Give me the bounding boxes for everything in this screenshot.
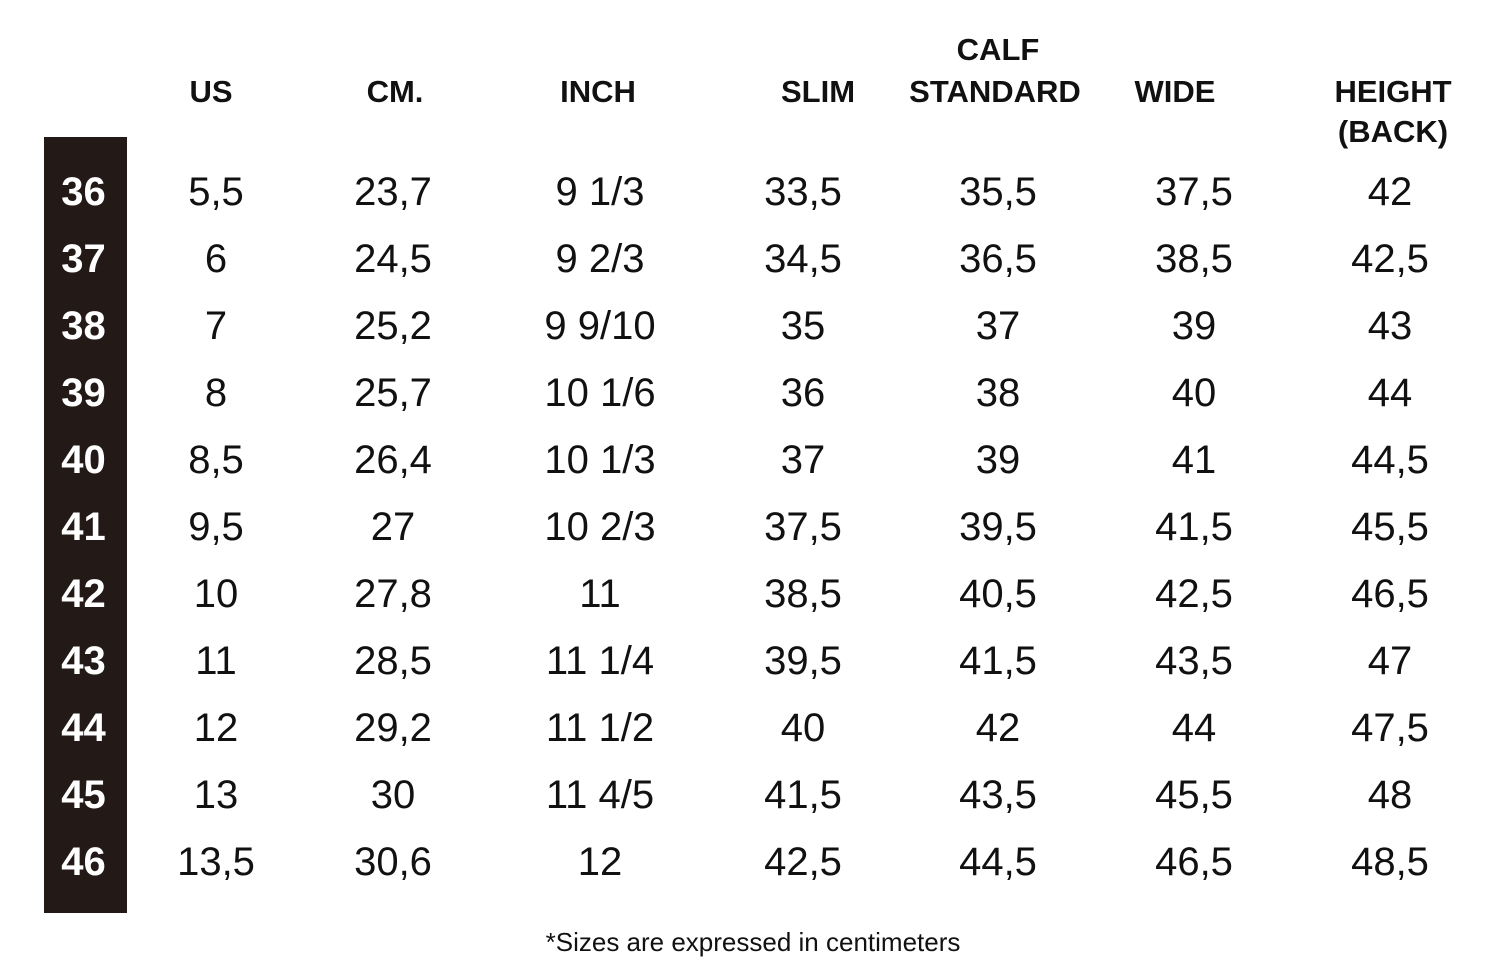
us-cell: 10 [193, 572, 239, 616]
us-cell: 8,5 [188, 438, 244, 482]
header-calf-group: CALF [956, 32, 1040, 67]
size-cell: 39 [61, 371, 106, 415]
wide-cell: 38,5 [1155, 237, 1233, 281]
table-row [0, 159, 1506, 226]
height-cell: 47,5 [1351, 706, 1429, 750]
slim-cell: 36 [780, 371, 826, 415]
cm-cell: 30,6 [354, 840, 432, 884]
header-cm: CM. [366, 74, 424, 109]
cm-cell: 25,7 [354, 371, 432, 415]
wide-cell: 37,5 [1155, 170, 1233, 214]
inch-cell: 10 2/3 [544, 505, 656, 549]
inch-cell: 9 1/3 [555, 170, 645, 214]
size-cell: 40 [61, 438, 106, 482]
wide-cell: 41 [1171, 438, 1217, 482]
wide-cell: 46,5 [1155, 840, 1233, 884]
height-cell: 44 [1367, 371, 1413, 415]
table-row [0, 293, 1506, 360]
header-standard: STANDARD [909, 74, 1081, 109]
wide-cell: 40 [1171, 371, 1217, 415]
standard-cell: 42 [975, 706, 1021, 750]
table-row [0, 360, 1506, 427]
wide-cell: 44 [1171, 706, 1217, 750]
slim-cell: 41,5 [764, 773, 842, 817]
cm-cell: 26,4 [354, 438, 432, 482]
standard-cell: 37 [975, 304, 1021, 348]
header-us: US [189, 74, 233, 109]
table-row [0, 829, 1506, 896]
table-row [0, 628, 1506, 695]
us-cell: 13 [193, 773, 239, 817]
inch-cell: 9 2/3 [555, 237, 645, 281]
height-cell: 43 [1367, 304, 1413, 348]
header-wide: WIDE [1134, 74, 1216, 109]
standard-cell: 39,5 [959, 505, 1037, 549]
table-row [0, 695, 1506, 762]
size-cell: 42 [61, 572, 106, 616]
us-cell: 8 [204, 371, 228, 415]
header-height-line2: (BACK) [1337, 114, 1449, 149]
inch-cell: 12 [577, 840, 623, 884]
height-cell: 47 [1367, 639, 1413, 683]
standard-cell: 35,5 [959, 170, 1037, 214]
height-cell: 45,5 [1351, 505, 1429, 549]
inch-cell: 11 1/4 [545, 639, 655, 683]
cm-cell: 27,8 [354, 572, 432, 616]
cm-cell: 23,7 [354, 170, 432, 214]
size-cell: 36 [61, 170, 106, 214]
header-height-line1: HEIGHT [1334, 74, 1452, 109]
inch-cell: 9 9/10 [544, 304, 656, 348]
height-cell: 42,5 [1351, 237, 1429, 281]
standard-cell: 41,5 [959, 639, 1037, 683]
standard-cell: 39 [975, 438, 1021, 482]
slim-cell: 33,5 [764, 170, 842, 214]
cm-cell: 27 [370, 505, 416, 549]
height-cell: 44,5 [1351, 438, 1429, 482]
inch-cell: 11 4/5 [545, 773, 655, 817]
standard-cell: 40,5 [959, 572, 1037, 616]
wide-cell: 45,5 [1155, 773, 1233, 817]
us-cell: 9,5 [188, 505, 244, 549]
height-cell: 42 [1367, 170, 1413, 214]
standard-cell: 44,5 [959, 840, 1037, 884]
slim-cell: 38,5 [764, 572, 842, 616]
table-row [0, 561, 1506, 628]
size-cell: 41 [61, 505, 106, 549]
size-cell: 44 [61, 706, 106, 750]
slim-cell: 39,5 [764, 639, 842, 683]
inch-cell: 11 [579, 572, 621, 616]
us-cell: 5,5 [188, 170, 244, 214]
cm-cell: 25,2 [354, 304, 432, 348]
us-cell: 11 [195, 639, 237, 683]
cm-cell: 30 [370, 773, 416, 817]
wide-cell: 41,5 [1155, 505, 1233, 549]
height-cell: 48 [1367, 773, 1413, 817]
slim-cell: 40 [780, 706, 826, 750]
slim-cell: 35 [780, 304, 826, 348]
cm-cell: 28,5 [354, 639, 432, 683]
size-cell: 38 [61, 304, 106, 348]
wide-cell: 39 [1171, 304, 1217, 348]
table-row [0, 494, 1506, 561]
table-row [0, 226, 1506, 293]
size-cell: 45 [61, 773, 106, 817]
height-cell: 48,5 [1351, 840, 1429, 884]
cm-cell: 24,5 [354, 237, 432, 281]
wide-cell: 42,5 [1155, 572, 1233, 616]
size-cell: 46 [61, 840, 106, 884]
inch-cell: 10 1/3 [544, 438, 656, 482]
footnote: *Sizes are expressed in centimeters [545, 927, 961, 957]
height-cell: 46,5 [1351, 572, 1429, 616]
slim-cell: 42,5 [764, 840, 842, 884]
slim-cell: 34,5 [764, 237, 842, 281]
size-cell: 43 [61, 639, 106, 683]
standard-cell: 36,5 [959, 237, 1037, 281]
header-height [1334, 72, 1451, 152]
cm-cell: 29,2 [354, 706, 432, 750]
inch-cell: 10 1/6 [544, 371, 656, 415]
standard-cell: 43,5 [959, 773, 1037, 817]
slim-cell: 37 [780, 438, 826, 482]
inch-cell: 11 1/2 [545, 706, 655, 750]
us-cell: 12 [193, 706, 239, 750]
header-inch: INCH [560, 74, 636, 109]
us-cell: 6 [204, 237, 228, 281]
wide-cell: 43,5 [1155, 639, 1233, 683]
header-slim: SLIM [780, 74, 856, 109]
table-row [0, 427, 1506, 494]
table-row [0, 762, 1506, 829]
us-cell: 7 [204, 304, 228, 348]
standard-cell: 38 [975, 371, 1021, 415]
size-cell: 37 [61, 237, 106, 281]
us-cell: 13,5 [177, 840, 255, 884]
slim-cell: 37,5 [764, 505, 842, 549]
